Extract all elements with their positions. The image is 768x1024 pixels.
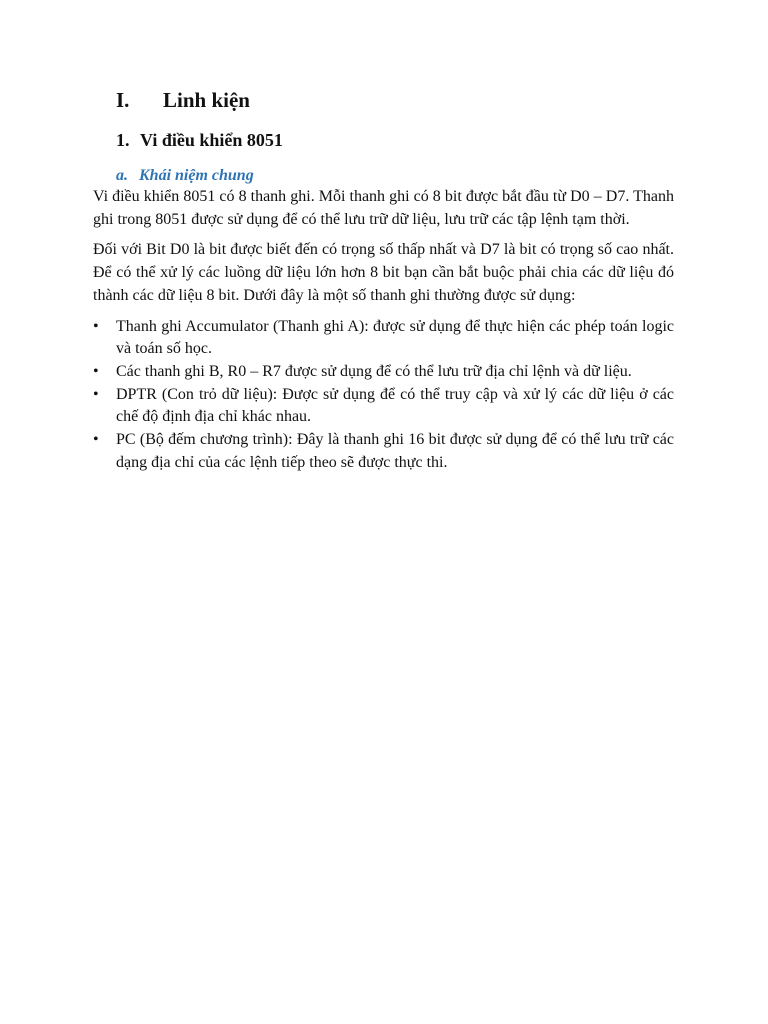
subsubsection-heading-number: a. — [116, 167, 128, 184]
bullet-item — [93, 384, 674, 429]
bullet-dot-icon: • — [93, 317, 99, 335]
bullet-text: DPTR (Con trỏ dữ liệu): Được sử dụng để có thể truy cập và xử lý các dữ liệu ở các chế độ định địa chỉ khác nhau. — [116, 385, 674, 426]
section-heading — [116, 86, 674, 114]
bullet-item — [93, 429, 674, 474]
bullet-text: Thanh ghi Accumulator (Thanh ghi A): được sử dụng để thực hiện các phép toán logic và toán số học. — [116, 317, 674, 358]
subsection-heading-text: Vi điều khiển 8051 — [140, 130, 283, 150]
section-heading-number: I. — [116, 88, 130, 112]
bullet-item — [93, 316, 674, 361]
bullet-dot-icon: • — [93, 385, 99, 403]
subsection-heading-number: 1. — [116, 130, 130, 150]
paragraph: Vi điều khiển 8051 có 8 thanh ghi. Mỗi thanh ghi có 8 bit được bắt đầu từ D0 – D7. Thanh ghi trong 8051 được sử dụng để có thể lưu trữ dữ liệu, lưu trữ các tập lệnh tạm thời. — [93, 188, 674, 228]
bullet-list — [93, 316, 674, 475]
bullet-dot-icon: • — [93, 431, 99, 449]
paragraph: Đối với Bit D0 là bit được biết đến có trọng số thấp nhất và D7 là bit có trọng số cao nhất. Để có thể xử lý các luồng dữ liệu lớn hơn 8 bit bạn cần bắt buộc phải chia các dữ liệu đó thành các dữ liệu 8 bit. Dưới đây là một số thanh ghi thường được sử dụng: — [93, 241, 674, 304]
document-content — [93, 86, 674, 474]
bullet-item — [93, 361, 674, 384]
bullet-text: Các thanh ghi B, R0 – R7 được sử dụng để có thể lưu trữ địa chỉ lệnh và dữ liệu. — [116, 362, 632, 380]
subsubsection-heading — [116, 166, 674, 186]
subsection-heading — [116, 128, 674, 152]
bullet-dot-icon: • — [93, 362, 99, 380]
subsubsection-heading-text: Khái niệm chung — [139, 167, 254, 184]
bullet-text: PC (Bộ đếm chương trình): Đây là thanh ghi 16 bit được sử dụng để có thể lưu trữ các dạng địa chỉ của các lệnh tiếp theo sẽ được thực thi. — [116, 431, 674, 471]
section-heading-text: Linh kiện — [163, 88, 250, 112]
